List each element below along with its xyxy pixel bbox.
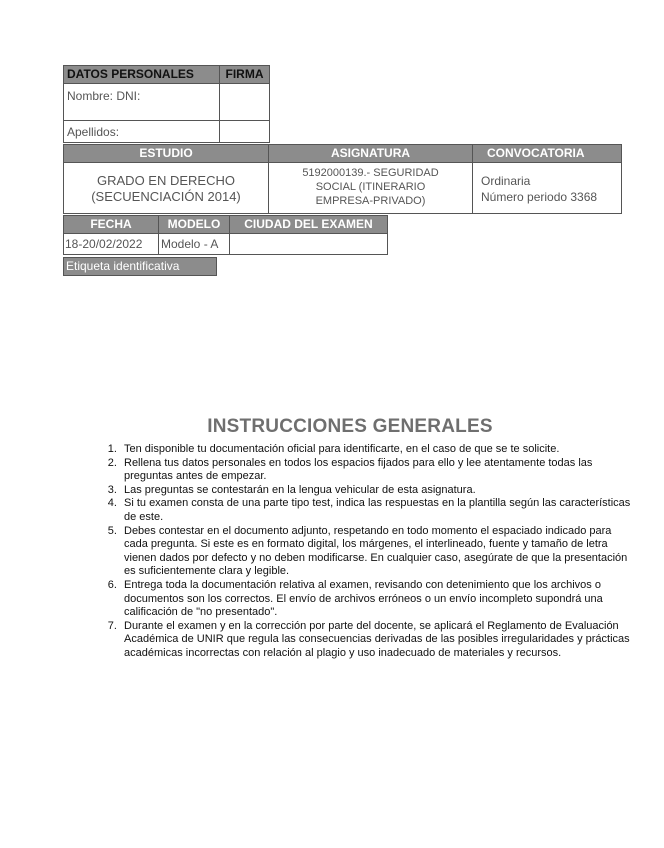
instructions-list-container: [102, 443, 634, 661]
signature-header: FIRMA: [219, 65, 270, 84]
model-header: MODELO: [158, 215, 230, 234]
signature-field[interactable]: [219, 83, 270, 121]
subject-value: [268, 162, 473, 214]
study-line-1: GRADO EN DERECHO: [97, 173, 235, 188]
instructions-title: INSTRUCCIONES GENERALES: [207, 416, 493, 437]
subject-line-1: 5192000139.- SEGURIDAD: [302, 167, 439, 179]
personal-data-header: DATOS PERSONALES: [63, 65, 220, 84]
name-dni-label: Nombre: DNI:: [67, 89, 141, 103]
signature-field-lower[interactable]: [219, 120, 270, 143]
surname-label: Apellidos:: [67, 125, 120, 139]
identification-label: Etiqueta identificativa: [63, 257, 217, 276]
subject-line-3: EMPRESA-PRIVADO): [315, 195, 426, 207]
subject-line-2: SOCIAL (ITINERARIO: [315, 181, 426, 193]
instruction-item: 6. Entrega toda la documentación relativa al examen, revisando con detenimiento que los archivos o documentos son los correctos. El envío de archivos erróneos o un envío incompleto supondrá una calificación de "no presentado".: [120, 579, 634, 620]
call-value: [472, 162, 622, 214]
exam-city-field[interactable]: [229, 233, 388, 255]
model-value: Modelo - A: [158, 233, 230, 255]
instruction-item: 5. Debes contestar en el documento adjunto, respetando en todo momento el espaciado indicado para cada pregunta. Si este es en formato digital, los márgenes, el interlineado, fuente y tamaño de letra vienen dados por defecto y no deben modificarse. En cualquier caso, asegúrate de que la presentación es suficientemente clara y legible.: [120, 525, 634, 579]
instruction-item: 1. Ten disponible tu documentación oficial para identificarte, en el caso de que se te solicite.: [120, 443, 634, 457]
instruction-item: 7. Durante el examen y en la corrección por parte del docente, se aplicará el Reglamento de Evaluación Académica de UNIR que regula las consecuencias derivadas de las posibles irregularidades y prácticas académicas incorrectas con relación al plagio y uso inadecuado de materiales y recursos.: [120, 620, 634, 661]
exam-city-header: CIUDAD DEL EXAMEN: [229, 215, 388, 234]
date-value: 18-20/02/2022: [63, 233, 159, 255]
study-value: [63, 162, 269, 214]
call-header: CONVOCATORIA: [472, 144, 622, 163]
instruction-item: 2. Rellena tus datos personales en todos los espacios fijados para ello y lee atentamente todas las preguntas antes de empezar.: [120, 457, 634, 484]
instruction-item: 4. Si tu examen consta de una parte tipo test, indica las respuestas en la plantilla según las características de este.: [120, 497, 634, 524]
date-header: FECHA: [63, 215, 159, 234]
study-line-2: (SECUENCIACIÓN 2014): [91, 189, 241, 204]
call-line-2: Número periodo 3368: [481, 190, 598, 204]
instruction-item: 3. Las preguntas se contestarán en la lengua vehicular de esta asignatura.: [120, 484, 634, 498]
instructions-list: [102, 443, 634, 661]
study-header: ESTUDIO: [63, 144, 269, 163]
call-line-1: Ordinaria: [481, 174, 531, 188]
name-dni-field[interactable]: [63, 83, 220, 121]
surname-field[interactable]: [63, 120, 220, 143]
subject-header: ASIGNATURA: [268, 144, 473, 163]
